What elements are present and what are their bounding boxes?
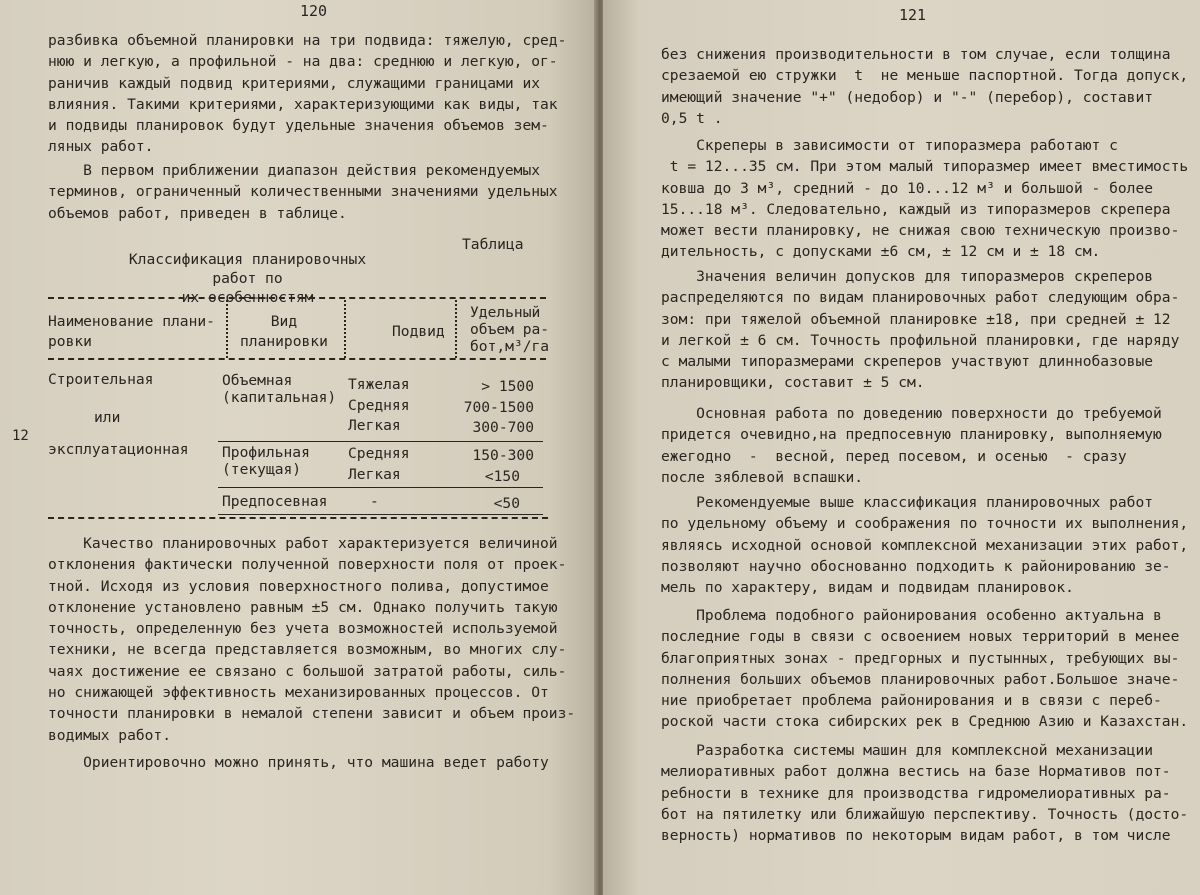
table-group-rule: [218, 441, 543, 442]
text-line: и подвиды планировок будут удельные значения объемов зем-: [48, 117, 549, 135]
text-line: чаях достижение ее связано с большой затратой работы, силь-: [48, 662, 567, 680]
paragraph-4: [661, 403, 1162, 488]
text-line: Качество планировочных работ характеризуется величиной: [48, 535, 558, 552]
text-line: разбивка объемной планировки на три подвида: тяжелую, сред-: [48, 32, 567, 49]
work-name-line: или: [94, 409, 121, 426]
text-line: бот на пятилетку или ближайшую перспективу. Точность (досто-: [661, 805, 1189, 823]
table-col-divider: [344, 300, 346, 358]
table-row-volume: 300-700: [472, 419, 534, 436]
left-page: [0, 0, 597, 895]
table-row-type: Объемная (капитальная): [222, 372, 337, 406]
header-work-name: Наименование плани- ровки: [48, 313, 215, 350]
text-line: придется очевидно,на предпосевную планировку, выполняемую: [661, 426, 1162, 444]
page-number: 121: [899, 6, 927, 24]
table-end-rule: [48, 517, 548, 519]
header-type: Вид планировки: [240, 313, 328, 350]
paragraph-6: [661, 605, 1188, 733]
text-line: водимых работ.: [48, 726, 172, 744]
text-line: но снижающей эффективность механизированных процессов. От: [48, 684, 549, 702]
margin-mark: 12: [12, 428, 29, 444]
table-top-rule: [48, 297, 546, 299]
table-title-line: Классификация планировочных работ по: [128, 251, 367, 287]
text-line: отклонение установлено равным ±5 см. Однако получить такую: [48, 598, 558, 616]
text-line: зом: при тяжелой объемной планировке ±18, при средней ± 12: [661, 310, 1171, 328]
table-row-subtype: -: [370, 493, 379, 510]
text-line: верность) нормативов по некоторым видам работ, в том числе: [661, 827, 1171, 845]
text-line: Значения величин допусков для типоразмеров скреперов: [661, 268, 1154, 285]
text-line: объемов работ, приведен в таблице.: [48, 204, 347, 222]
table-row-subtype: Легкая: [348, 417, 401, 434]
work-name-line: эксплуатационная: [48, 441, 189, 458]
table-col-divider: [455, 300, 457, 358]
table-row-volume: 150-300: [472, 447, 534, 464]
text-line: позволяют научно обоснованно подходить к районированию зе-: [661, 557, 1171, 575]
table-title-line: их особенностям: [181, 289, 314, 306]
text-line: терминов, ограниченный количественными значениями удельных: [48, 183, 558, 201]
text-line: Ориентировочно можно принять, что машина ведет работу: [48, 754, 549, 771]
text-line: благоприятных зонах - предгорных и пустынных, требующих вы-: [661, 649, 1180, 667]
text-line: с малыми типоразмерами скреперов участвуют длиннобазовые: [661, 353, 1154, 371]
page-number: 120: [300, 2, 328, 20]
text-line: 15...18 м³. Следовательно, каждый из типоразмеров скрепера: [661, 200, 1171, 218]
text-line: нюю и легкую, а профильной - на два: среднюю и легкую, ог-: [48, 53, 558, 71]
table-group-rule: [218, 487, 543, 488]
text-line: последние годы в связи с освоением новых территорий в менее: [661, 628, 1180, 646]
text-line: имеющий значение "+" (недобор) и "-" (перебор), составит: [661, 88, 1154, 106]
table-row-type: Предпосевная: [222, 493, 328, 510]
paragraph-3: [48, 533, 575, 746]
text-line: влияния. Такими критериями, характеризующими как виды, так: [48, 95, 558, 113]
table-row-type: Профильная (текущая): [222, 444, 310, 478]
text-line: дительность, с допусками ±6 см, ± 12 см и ± 18 см.: [661, 243, 1101, 261]
text-line: точность, определенную без учета возможностей используемой: [48, 620, 558, 638]
text-line: ние приобретает проблема районирования и в связи с переб-: [661, 692, 1162, 710]
paragraph-2: [661, 135, 1188, 263]
text-line: Разработка системы машин для комплексной механизации: [661, 742, 1154, 759]
table-row-volume: <50: [493, 495, 520, 512]
table-row-subtype: Легкая: [348, 466, 401, 483]
table-row-subtype: Средняя: [348, 397, 410, 414]
table-row-subtype: Тяжелая: [348, 376, 410, 393]
text-line: ляных работ.: [48, 138, 154, 156]
paragraph-5: [661, 492, 1188, 598]
table-label: Таблица: [462, 236, 524, 253]
table-row-volume: > 1500: [481, 378, 534, 395]
text-line: Основная работа по доведению поверхности до требуемой: [661, 405, 1162, 422]
text-line: планировщики, составит ± 5 см.: [661, 374, 925, 392]
right-page: [603, 0, 1200, 895]
header-subtype: Подвид: [392, 323, 445, 340]
text-line: по удельному объему и соображения по точности их выполнения,: [661, 515, 1189, 533]
table-bottom-rule: [218, 514, 543, 515]
text-line: ковша до 3 м³, средний - до 10...12 м³ и большой - более: [661, 179, 1154, 197]
text-line: и легкой ± 6 см. Точность профильной планировки, где наряду: [661, 331, 1180, 349]
work-name-line: Строительная: [48, 371, 154, 388]
paragraph-1: [661, 44, 1188, 129]
text-line: В первом приближении диапазон действия рекомендуемых: [48, 162, 541, 179]
text-line: точности планировки в немалой степени зависит и объем произ-: [48, 705, 576, 723]
text-line: раничив каждый подвид критериями, служащими границами их: [48, 74, 541, 92]
text-line: тной. Исходя из условия поверхностного полива, допустимое: [48, 577, 549, 595]
table-col-divider: [226, 300, 228, 358]
text-line: Проблема подобного районирования особенно актуальна в: [661, 607, 1162, 624]
table-row-volume: 700-1500: [463, 399, 534, 416]
table-row-subtype: Средняя: [348, 445, 410, 462]
text-line: техники, не всегда представляется возможным, во многих слу-: [48, 641, 567, 659]
text-line: ежегодно - весной, перед посевом, и осенью - сразу: [661, 447, 1127, 465]
text-line: Рекомендуемые выше классификация планировочных работ: [661, 494, 1154, 511]
paragraph-7: [661, 740, 1188, 846]
text-line: ребности в технике для производства гидромелиоративных ра-: [661, 784, 1171, 802]
text-line: мелиоративных работ должна вестись на базе Нормативов пот-: [661, 763, 1171, 781]
paragraph-3: [661, 266, 1179, 394]
table-row-volume: <150: [484, 468, 520, 485]
text-line: полнения больших объемов планировочных работ.Большое значе-: [661, 670, 1180, 688]
text-line: после зяблевой вспашки.: [661, 468, 864, 486]
text-line: срезаемой ею стружки t не меньше паспортной. Тогда допуск,: [661, 67, 1189, 85]
text-line: без снижения производительности в том случае, если толщина: [661, 46, 1171, 63]
text-line: роской части стока сибирских рек в Среднюю Азию и Казахстан.: [661, 713, 1189, 731]
paragraph-4: [48, 752, 549, 773]
text-line: Скреперы в зависимости от типоразмера работают с: [661, 137, 1118, 154]
text-line: распределяются по видам планировочных работ следующим обра-: [661, 289, 1180, 307]
text-line: являясь исходной основой комплексной механизации этих работ,: [661, 536, 1189, 554]
text-line: может вести планировку, не снижая свою техническую произво-: [661, 222, 1180, 240]
table-header-rule: [48, 358, 546, 360]
text-line: 0,5 t .: [661, 109, 723, 127]
header-volume: Удельный объем ра- бот,м³/га: [470, 304, 550, 355]
text-line: отклонения фактически полученной поверхности поля от проек-: [48, 556, 567, 574]
text-line: t = 12...35 см. При этом малый типоразмер имеет вместимость: [661, 158, 1189, 176]
text-line: мель по характеру, видам и подвидам планировок.: [661, 579, 1074, 597]
